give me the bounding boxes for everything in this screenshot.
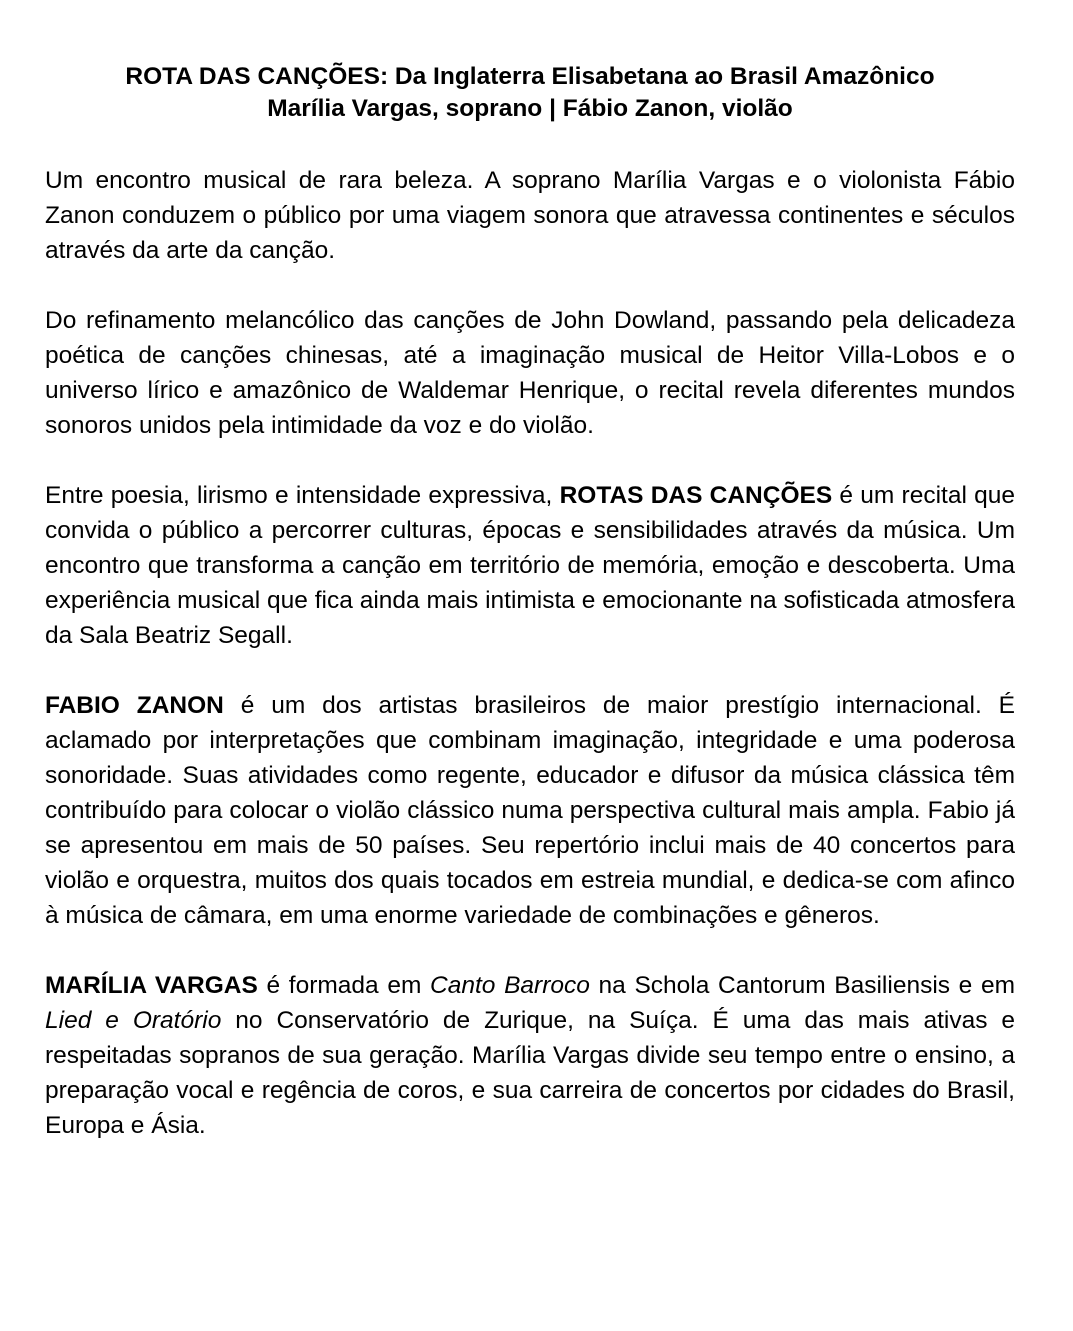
recital-name-highlight: ROTAS DAS CANÇÕES [559,482,833,509]
vargas-bio-paragraph [45,968,1015,1143]
recital-text-after: é um recital que convida o público a percorrer culturas, épocas e sensibilidades através da música. Um encontro que transforma a canção em território de memória, emoção e descoberta. Uma experiência musical que fica ainda mais intimista e emocionante na sofisticada atmosfera da Sala Beatriz Segall. [45,482,1015,649]
recital-text-before: Entre poesia, lirismo e intensidade expressiva, [45,482,553,509]
document-page [45,61,1015,1143]
vargas-bio-text-3: no Conservatório de Zurique, na Suíça. É uma das mais ativas e respeitadas sopranos de sua geração. Marília Vargas divide seu tempo entre o ensino, a preparação vocal e regência de coros, e sua carreira de concertos por cidades do Brasil, Europa e Ásia. [45,1007,1016,1139]
vargas-bio-text-1: é formada em [266,972,422,999]
document-header [45,61,1015,125]
zanon-name: FABIO ZANON [45,692,224,719]
vargas-name: MARÍLIA VARGAS [45,972,258,999]
program-paragraph: Do refinamento melancólico das canções de John Dowland, passando pela delicadeza poética de canções chinesas, até a imaginação musical de Heitor Villa-Lobos e o universo lírico e amazônico de Waldemar Henrique, o recital revela diferentes mundos sonoros unidos pela intimidade da voz e do violão. [45,307,1015,439]
recital-paragraph [45,478,1015,653]
performers-line: Marília Vargas, soprano | Fábio Zanon, violão [267,95,793,122]
vargas-bio-text-2: na Schola Cantorum Basiliensis e em [598,972,1015,999]
vargas-course-2: Lied e Oratório [45,1007,222,1034]
recital-title: ROTA DAS CANÇÕES: Da Inglaterra Elisabetana ao Brasil Amazônico [125,63,935,90]
vargas-course-1: Canto Barroco [430,972,590,999]
intro-paragraph: Um encontro musical de rara beleza. A soprano Marília Vargas e o violonista Fábio Zanon conduzem o público por uma viagem sonora que atravessa continentes e séculos através da arte da canção. [45,167,1015,264]
zanon-bio-text: é um dos artistas brasileiros de maior prestígio internacional. É aclamado por interpretações que combinam imaginação, integridade e uma poderosa sonoridade. Suas atividades como regente, educador e difusor da música clássica têm contribuído para colocar o violão clássico numa perspectiva cultural mais ampla. Fabio já se apresentou em mais de 50 países. Seu repertório inclui mais de 40 concertos para violão e orquestra, muitos dos quais tocados em estreia mundial, e dedica-se com afinco à música de câmara, em uma enorme variedade de combinações e gêneros. [45,692,1015,929]
zanon-bio-paragraph [45,688,1015,933]
